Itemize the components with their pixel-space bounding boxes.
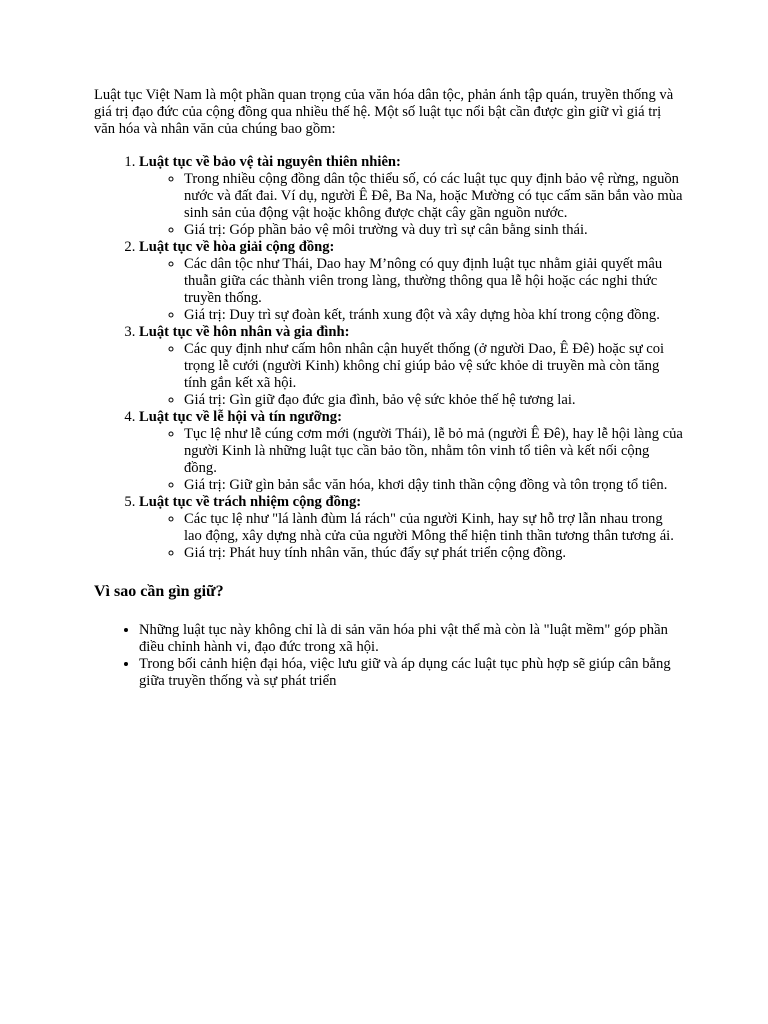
custom-item-points [139, 171, 684, 239]
custom-item [139, 154, 684, 239]
custom-item-points [139, 511, 684, 562]
custom-point: ◦ Các dân tộc như Thái, Dao hay M’nông có quy định luật tục nhằm giải quyết mâu thuẫn giữa các thành viên trong làng, thường thông qua lễ hội hoặc các nghi thức truyền thống. [184, 256, 684, 307]
custom-item-points [139, 426, 684, 494]
custom-item-title: Luật tục về lễ hội và tín ngưỡng: [139, 409, 342, 425]
customs-list [94, 154, 684, 562]
custom-point: ◦ Các tục lệ như "lá lành đùm lá rách" của người Kinh, hay sự hỗ trợ lẫn nhau trong lao động, xây dựng nhà cửa của người Mông thể hiện tinh thần tương thân tương ái. [184, 511, 684, 545]
custom-point: ◦ Giá trị: Duy trì sự đoàn kết, tránh xung đột và xây dựng hòa khí trong cộng đồng. [184, 307, 684, 324]
custom-item-title: Luật tục về hôn nhân và gia đình: [139, 324, 350, 340]
custom-point: ◦ Các quy định như cấm hôn nhân cận huyết thống (ở người Dao, Ê Đê) hoặc sự coi trọng lễ cưới (người Kinh) không chỉ giúp bảo vệ sức khỏe di truyền mà còn tăng tính gắn kết xã hội. [184, 341, 684, 392]
why-list [94, 622, 684, 690]
custom-item [139, 409, 684, 494]
why-point: • Trong bối cảnh hiện đại hóa, việc lưu giữ và áp dụng các luật tục phù hợp sẽ giúp cân bằng giữa truyền thống và sự phát triển [139, 656, 684, 690]
custom-point: ◦ Giá trị: Gìn giữ đạo đức gia đình, bảo vệ sức khỏe thế hệ tương lai. [184, 392, 684, 409]
custom-point: ◦ Trong nhiều cộng đồng dân tộc thiểu số, có các luật tục quy định bảo vệ rừng, nguồn nước và đất đai. Ví dụ, người Ê Đê, Ba Na, hoặc Mường có tục cấm săn bắn vào mùa sinh sản của động vật hoặc không được chặt cây gần nguồn nước. [184, 171, 684, 222]
intro-paragraph: Luật tục Việt Nam là một phần quan trọng của văn hóa dân tộc, phản ánh tập quán, truyền thống và giá trị đạo đức của cộng đồng qua nhiều thế hệ. Một số luật tục nổi bật cần được gìn giữ vì giá trị văn hóa và nhân văn của chúng bao gồm: [94, 87, 674, 137]
custom-point: ◦ Giá trị: Giữ gìn bản sắc văn hóa, khơi dậy tinh thần cộng đồng và tôn trọng tổ tiên. [184, 477, 684, 494]
custom-point: ◦ Tục lệ như lễ cúng cơm mới (người Thái), lễ bỏ mả (người Ê Đê), hay lễ hội làng của người Kinh là những luật tục cần bảo tồn, nhằm tôn vinh tổ tiên và kết nối cộng đồng. [184, 426, 684, 477]
custom-item-title: Luật tục về bảo vệ tài nguyên thiên nhiên: [139, 154, 401, 170]
custom-item [139, 324, 684, 409]
why-heading: Vì sao cần gìn giữ? [94, 583, 224, 600]
custom-point: ◦ Giá trị: Góp phần bảo vệ môi trường và duy trì sự cân bằng sinh thái. [184, 222, 684, 239]
custom-item [139, 494, 684, 562]
why-point: • Những luật tục này không chỉ là di sản văn hóa phi vật thể mà còn là "luật mềm" góp phần điều chỉnh hành vi, đạo đức trong xã hội. [139, 622, 684, 656]
custom-item-points [139, 256, 684, 324]
document-body [94, 87, 684, 690]
custom-item [139, 239, 684, 324]
custom-item-title: Luật tục về hòa giải cộng đồng: [139, 239, 335, 255]
custom-point: ◦ Giá trị: Phát huy tính nhân văn, thúc đẩy sự phát triển cộng đồng. [184, 545, 684, 562]
custom-item-points [139, 341, 684, 409]
custom-item-title: Luật tục về trách nhiệm cộng đồng: [139, 494, 362, 510]
